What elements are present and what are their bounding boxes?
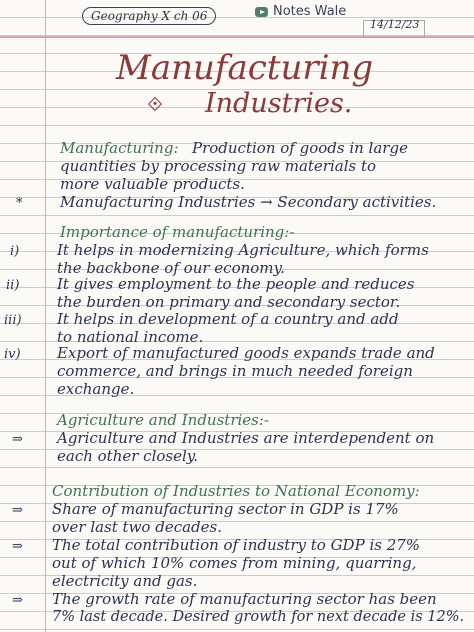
- contribution-2-line-3: electricity and gas.: [52, 572, 198, 590]
- contribution-2-line-1: The total contribution of industry to GDP is 27%: [52, 536, 421, 554]
- chapter-chip: Geography X ch 06: [82, 7, 216, 25]
- importance-3-line-1: It helps in development of a country and add: [57, 310, 399, 328]
- importance-4-line-3: exchange.: [57, 380, 135, 398]
- definition-line-1: Production of goods in large: [192, 139, 408, 157]
- importance-marker-2: ii): [6, 278, 20, 293]
- importance-1-line-1: It helps in modernizing Agriculture, which forms: [57, 241, 429, 259]
- contribution-heading: Contribution of Industries to National Economy:: [52, 482, 420, 500]
- importance-4-line-1: Export of manufactured goods expands trade and: [57, 344, 435, 362]
- importance-2-line-2: the burden on primary and secondary sector.: [57, 293, 401, 311]
- importance-marker-4: iv): [4, 347, 21, 362]
- contribution-2-line-2: out of which 10% comes from mining, quarring,: [52, 554, 417, 572]
- page-date: 14/12/23: [370, 18, 420, 31]
- star-note: Manufacturing Industries → Secondary activities.: [60, 193, 437, 211]
- contribution-1-line-1: Share of manufacturing sector in GDP is 17%: [52, 500, 399, 518]
- importance-marker-1: i): [10, 244, 20, 259]
- title-line-2: Industries.: [205, 88, 353, 119]
- contribution-marker-1: ⇒: [12, 503, 23, 518]
- star-marker: *: [16, 196, 23, 211]
- contribution-3-line-1: The growth rate of manufacturing sector has been: [52, 590, 437, 608]
- importance-2-line-1: It gives employment to the people and reduces: [57, 275, 415, 293]
- contribution-3-line-2: 7% last decade. Desired growth for next decade is 12%.: [52, 609, 465, 625]
- importance-4-line-2: commerce, and brings in much needed foreign: [57, 362, 413, 380]
- notes-wale-watermark: [255, 4, 346, 19]
- definition-line-3: more valuable products.: [60, 175, 245, 193]
- margin-line: [45, 0, 46, 632]
- agriculture-marker: ⇒: [12, 432, 23, 447]
- contribution-1-line-2: over last two decades.: [52, 518, 222, 536]
- contribution-marker-3: ⇒: [12, 593, 23, 608]
- agriculture-line-2: each other closely.: [57, 447, 199, 465]
- importance-1-line-2: the backbone of our economy.: [57, 259, 285, 277]
- title-ornament-icon: [148, 97, 162, 111]
- play-logo-icon: [255, 7, 268, 17]
- importance-3-line-2: to national income.: [57, 328, 204, 346]
- manufacturing-heading: Manufacturing:: [60, 139, 179, 157]
- contribution-marker-2: ⇒: [12, 539, 23, 554]
- title-line-1: Manufacturing: [116, 48, 374, 88]
- watermark-text: Notes Wale: [273, 4, 347, 19]
- agriculture-line-1: Agriculture and Industries are interdependent on: [57, 429, 435, 447]
- importance-heading: Importance of manufacturing:-: [60, 223, 295, 241]
- agriculture-heading: Agriculture and Industries:-: [57, 411, 269, 429]
- definition-line-2: quantities by processing raw materials to: [60, 157, 377, 175]
- importance-marker-3: iii): [4, 313, 22, 328]
